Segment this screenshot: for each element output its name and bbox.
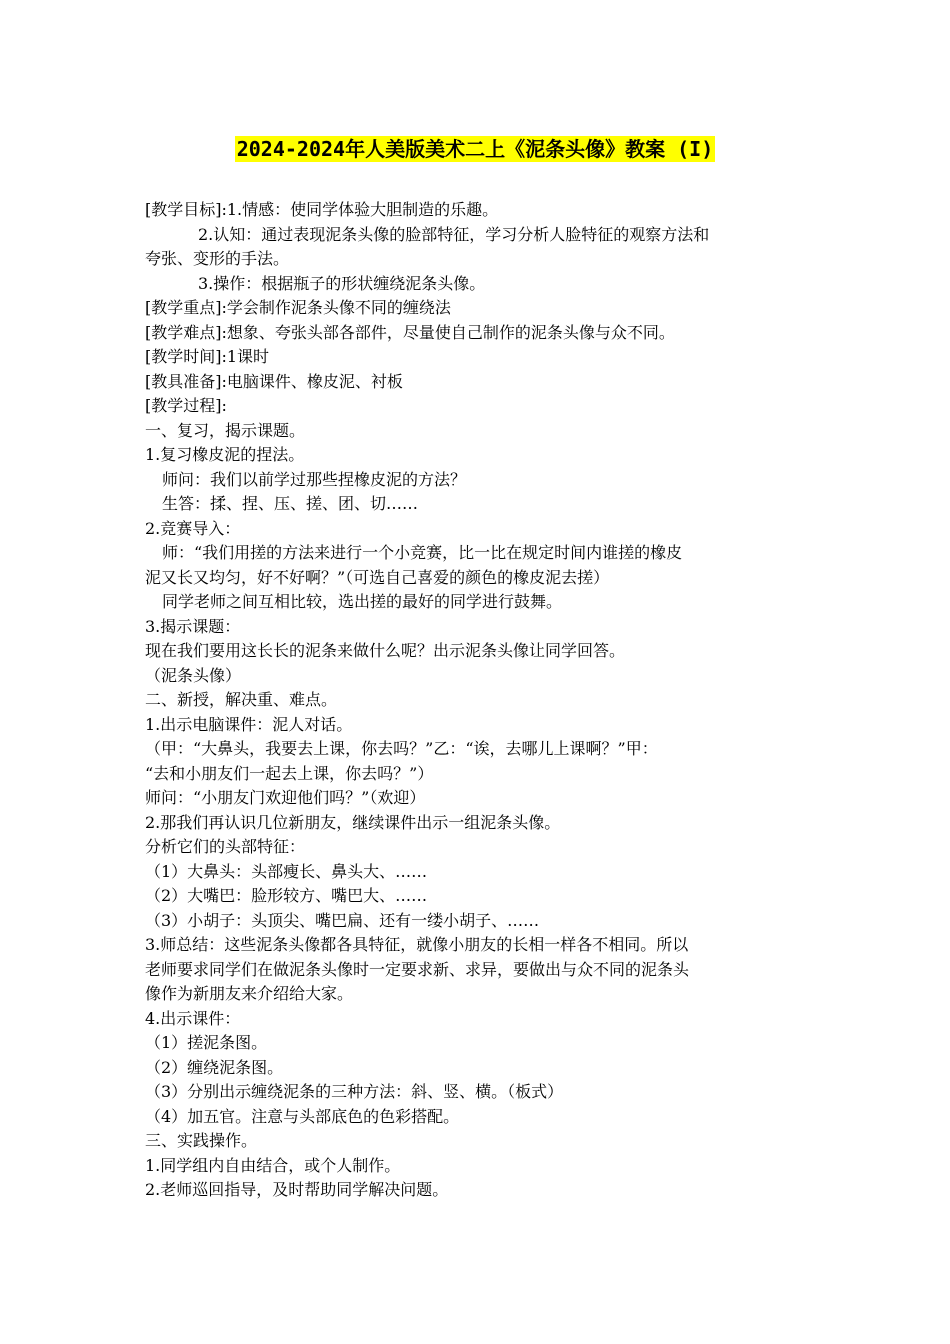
text-line: [教学目标]:1.情感：使同学体验大胆制造的乐趣。 <box>145 200 499 219</box>
text-line: 生答：揉、捏、压、搓、团、切…… <box>162 494 419 513</box>
text-line: 2.竞赛导入： <box>145 518 241 538</box>
text-line: 二、新授，解决重、难点。 <box>145 690 338 709</box>
text-line: 1.复习橡皮泥的捏法。 <box>145 445 305 464</box>
text-line: 3.揭示课题： <box>145 616 241 636</box>
text-line: （3）小胡子：头顶尖、嘴巴扁、还有一缕小胡子、…… <box>145 910 540 930</box>
text-line: 师：“我们用搓的方法来进行一个小竞赛，比一比在规定时间内谁搓的橡皮 <box>162 543 683 562</box>
text-line: 1.出示电脑课件：泥人对话。 <box>145 714 353 734</box>
text-line: “去和小朋友们一起去上课，你去吗？”） <box>145 763 434 783</box>
document-title: 2024-2024年人美版美术二上《泥条头像》教案 (I) <box>236 137 714 161</box>
text-line: [教具准备]:电脑课件、橡皮泥、衬板 <box>145 371 403 391</box>
text-line: （4）加五官。注意与头部底色的色彩搭配。 <box>145 1106 460 1126</box>
text-line: （2）缠绕泥条图。 <box>145 1057 284 1077</box>
text-line: （甲：“大鼻头，我要去上课，你去吗？”乙：“诶，去哪儿上课啊？”甲： <box>145 739 658 758</box>
text-line: 同学老师之间互相比较，选出搓的最好的同学进行鼓舞。 <box>162 592 563 611</box>
text-line: 现在我们要用这长长的泥条来做什么呢？出示泥条头像让同学回答。 <box>145 641 626 660</box>
document-body <box>145 198 810 1203</box>
text-line: [教学过程]: <box>145 396 227 415</box>
text-line: [教学时间]:1课时 <box>145 347 270 366</box>
text-line: 三、实践操作。 <box>145 1131 258 1150</box>
text-line: 3.师总结：这些泥条头像都各具特征，就像小朋友的长相一样各不相同。所以 <box>145 935 689 954</box>
text-line: 2.认知：通过表现泥条头像的脸部特征，学习分析人脸特征的观察方法和 <box>198 224 710 244</box>
text-line: 师问：我们以前学过那些捏橡皮泥的方法？ <box>162 469 467 489</box>
text-line: 2.那我们再认识几位新朋友，继续课件出示一组泥条头像。 <box>145 812 561 832</box>
text-line: 老师要求同学们在做泥条头像时一定要求新、求异，要做出与众不同的泥条头 <box>145 959 690 979</box>
text-line: （3）分别出示缠绕泥条的三种方法：斜、竖、横。（板式） <box>145 1082 564 1101</box>
text-line: 夸张、变形的手法。 <box>145 249 290 268</box>
text-line: 2.老师巡回指导，及时帮助同学解决问题。 <box>145 1180 449 1199</box>
text-line: （1）大鼻头：头部瘦长、鼻头大、…… <box>145 861 428 881</box>
text-line: 3.操作：根据瓶子的形状缠绕泥条头像。 <box>198 273 486 293</box>
text-line: （泥条头像） <box>145 665 242 685</box>
title-container <box>0 136 950 162</box>
text-line: [教学难点]:想象、夸张头部各部件，尽量使自己制作的泥条头像与众不同。 <box>145 322 675 342</box>
text-line: [教学重点]:学会制作泥条头像不同的缠绕法 <box>145 298 451 317</box>
text-line: （1）搓泥条图。 <box>145 1033 268 1052</box>
text-line: 泥又长又均匀，好不好啊？”（可选自己喜爱的颜色的橡皮泥去搓） <box>145 567 610 587</box>
text-line: 4.出示课件： <box>145 1008 241 1028</box>
text-line: （2）大嘴巴：脸形较方、嘴巴大、…… <box>145 886 428 905</box>
text-line: 师问：“小朋友门欢迎他们吗？”（欢迎） <box>145 788 426 807</box>
text-line: 1.同学组内自由结合，或个人制作。 <box>145 1155 401 1175</box>
text-line: 像作为新朋友来介绍给大家。 <box>145 984 354 1003</box>
text-line: 分析它们的头部特征： <box>145 837 306 856</box>
text-line: 一、复习，揭示课题。 <box>145 420 306 440</box>
